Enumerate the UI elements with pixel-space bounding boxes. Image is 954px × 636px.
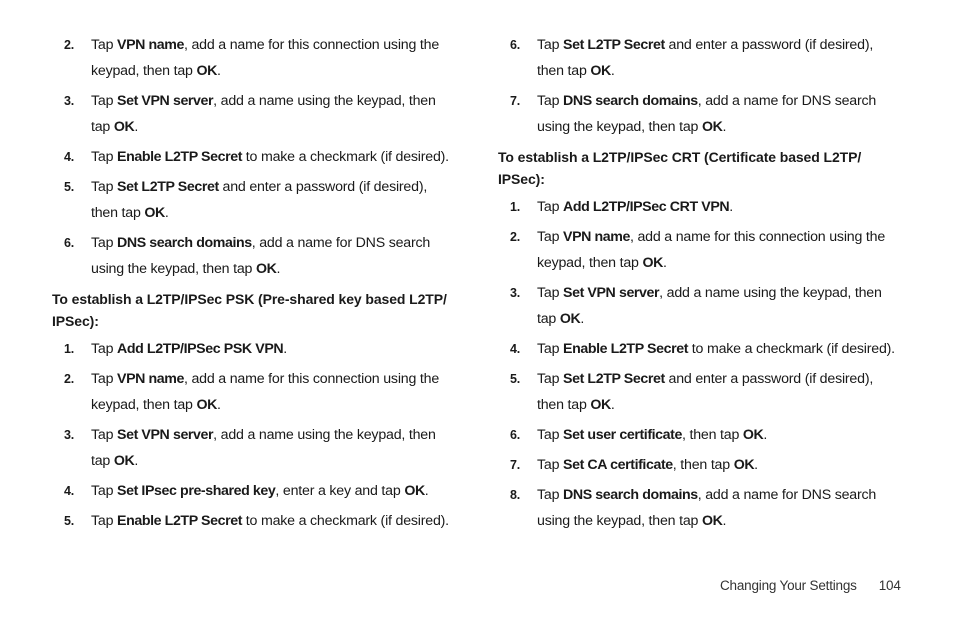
body-text: . bbox=[164, 205, 169, 221]
step-text bbox=[91, 88, 452, 140]
body-text: Tap bbox=[91, 37, 118, 53]
body-text: . bbox=[216, 397, 221, 413]
step-item bbox=[52, 336, 452, 362]
body-text: Tap bbox=[91, 93, 118, 109]
body-text: , add a name for this connection using the keypad, then tap bbox=[91, 371, 440, 413]
step-number: 5. bbox=[64, 514, 75, 528]
step-list bbox=[498, 194, 898, 534]
step-number: 2. bbox=[64, 372, 75, 386]
step-item bbox=[498, 366, 898, 418]
body-text: . bbox=[580, 311, 585, 327]
body-text: to make a checkmark (if desired). bbox=[242, 149, 449, 165]
body-text: , add a name for DNS search using the keypad, then tap bbox=[537, 487, 877, 529]
step-number: 3. bbox=[64, 428, 75, 442]
emphasis-text: OK bbox=[196, 397, 217, 413]
body-text: and enter a password (if desired), then tap bbox=[91, 179, 428, 221]
step-item bbox=[498, 422, 898, 448]
step-text bbox=[537, 452, 898, 478]
step-text bbox=[537, 422, 898, 448]
step-text bbox=[537, 32, 898, 84]
body-text: and enter a password (if desired), then tap bbox=[537, 37, 874, 79]
body-text: Tap bbox=[537, 199, 564, 215]
emphasis-text: OK bbox=[404, 483, 425, 499]
step-item bbox=[52, 366, 452, 418]
emphasis-text: DNS search domains bbox=[563, 93, 698, 109]
right-column bbox=[498, 32, 898, 538]
step-text bbox=[91, 174, 452, 226]
body-text: Tap bbox=[537, 341, 564, 357]
body-text: to make a checkmark (if desired). bbox=[242, 513, 449, 529]
step-item bbox=[498, 194, 898, 220]
step-text bbox=[91, 422, 452, 474]
emphasis-text: Set IPsec pre-shared key bbox=[117, 483, 276, 499]
emphasis-text: Set user certificate bbox=[563, 427, 682, 443]
body-text: Tap bbox=[91, 513, 118, 529]
body-text: Tap bbox=[91, 427, 118, 443]
emphasis-text: OK bbox=[559, 311, 581, 327]
section-heading: To establish a L2TP/IPSec PSK (Pre-shared key based L2TP/ IPSec): bbox=[52, 291, 447, 329]
body-text: . bbox=[424, 483, 429, 499]
step-item bbox=[498, 32, 898, 84]
step-text bbox=[537, 224, 898, 276]
page-footer bbox=[720, 578, 901, 593]
body-text: . bbox=[216, 63, 221, 79]
emphasis-text: Set VPN server bbox=[563, 285, 660, 301]
body-text: , add a name for this connection using the keypad, then tap bbox=[537, 229, 886, 271]
step-item bbox=[498, 88, 898, 140]
body-text: , add a name using the keypad, then tap bbox=[91, 427, 436, 469]
emphasis-text: Set VPN server bbox=[117, 93, 214, 109]
step-text bbox=[91, 366, 452, 418]
step-number: 1. bbox=[510, 200, 521, 214]
body-text: Tap bbox=[537, 427, 564, 443]
body-text: Tap bbox=[537, 285, 564, 301]
step-text bbox=[537, 366, 898, 418]
step-text bbox=[91, 32, 452, 84]
emphasis-text: Set VPN server bbox=[117, 427, 214, 443]
emphasis-text: OK bbox=[196, 63, 217, 79]
emphasis-text: VPN name bbox=[563, 229, 630, 245]
step-item bbox=[52, 508, 452, 534]
step-item bbox=[498, 336, 898, 362]
body-text: Tap bbox=[91, 179, 118, 195]
step-number: 5. bbox=[64, 180, 75, 194]
emphasis-text: Set L2TP Secret bbox=[117, 179, 219, 195]
emphasis-text: DNS search domains bbox=[563, 487, 698, 503]
body-text: Tap bbox=[537, 457, 564, 473]
step-text bbox=[91, 508, 452, 534]
step-text bbox=[91, 144, 452, 170]
body-text: . bbox=[610, 63, 615, 79]
step-text bbox=[537, 482, 898, 534]
step-list bbox=[498, 32, 898, 140]
step-text bbox=[91, 478, 452, 504]
emphasis-text: OK bbox=[590, 397, 611, 413]
emphasis-text: OK bbox=[113, 453, 135, 469]
step-number: 4. bbox=[510, 342, 521, 356]
emphasis-text: Enable L2TP Secret bbox=[117, 513, 243, 529]
emphasis-text: OK bbox=[255, 261, 277, 277]
step-item bbox=[52, 174, 452, 226]
step-text bbox=[537, 88, 898, 140]
step-list bbox=[52, 336, 452, 534]
emphasis-text: OK bbox=[733, 457, 755, 473]
body-text: , then tap bbox=[681, 427, 743, 443]
emphasis-text: OK bbox=[642, 255, 663, 271]
emphasis-text: VPN name bbox=[117, 37, 184, 53]
step-number: 1. bbox=[64, 342, 75, 356]
step-item bbox=[498, 482, 898, 534]
emphasis-text: OK bbox=[701, 119, 723, 135]
body-text: Tap bbox=[91, 235, 118, 251]
body-text: Tap bbox=[537, 229, 564, 245]
step-number: 6. bbox=[64, 236, 75, 250]
step-number: 6. bbox=[510, 428, 521, 442]
body-text: , then tap bbox=[672, 457, 734, 473]
emphasis-text: OK bbox=[590, 63, 611, 79]
body-text: . bbox=[763, 427, 768, 443]
left-column bbox=[52, 32, 452, 538]
emphasis-text: Enable L2TP Secret bbox=[117, 149, 243, 165]
body-text: and enter a password (if desired), then tap bbox=[537, 371, 874, 413]
body-text: . bbox=[754, 457, 758, 473]
body-text: , add a name for DNS search using the keypad, then tap bbox=[91, 235, 431, 277]
step-item bbox=[498, 224, 898, 276]
body-text: Tap bbox=[537, 371, 564, 387]
emphasis-text: Set L2TP Secret bbox=[563, 37, 665, 53]
emphasis-text: OK bbox=[701, 513, 723, 529]
step-text bbox=[91, 230, 452, 282]
footer-section-title: Changing Your Settings bbox=[720, 578, 857, 593]
step-number: 4. bbox=[64, 150, 75, 164]
step-item bbox=[52, 144, 452, 170]
body-text: . bbox=[729, 199, 733, 215]
body-text: Tap bbox=[91, 371, 118, 387]
section-heading: To establish a L2TP/IPSec CRT (Certificate based L2TP/ IPSec): bbox=[498, 149, 862, 187]
step-item bbox=[52, 230, 452, 282]
emphasis-text: Set CA certificate bbox=[563, 457, 673, 473]
body-text: , add a name for this connection using the keypad, then tap bbox=[91, 37, 440, 79]
step-text bbox=[537, 194, 898, 220]
emphasis-text: VPN name bbox=[117, 371, 184, 387]
body-text: , add a name using the keypad, then tap bbox=[537, 285, 882, 327]
body-text: Tap bbox=[91, 483, 118, 499]
step-text bbox=[91, 336, 452, 362]
body-text: . bbox=[276, 261, 281, 277]
emphasis-text: Enable L2TP Secret bbox=[563, 341, 689, 357]
body-text: . bbox=[134, 119, 139, 135]
step-number: 7. bbox=[510, 458, 521, 472]
body-text: Tap bbox=[91, 341, 118, 357]
step-number: 4. bbox=[64, 484, 75, 498]
body-text: . bbox=[610, 397, 615, 413]
body-text: , add a name using the keypad, then tap bbox=[91, 93, 436, 135]
emphasis-text: Add L2TP/IPSec PSK VPN bbox=[117, 341, 284, 357]
emphasis-text: DNS search domains bbox=[117, 235, 252, 251]
body-text: . bbox=[662, 255, 667, 271]
step-number: 6. bbox=[510, 38, 521, 52]
emphasis-text: Set L2TP Secret bbox=[563, 371, 665, 387]
step-number: 8. bbox=[510, 488, 521, 502]
step-number: 2. bbox=[510, 230, 521, 244]
step-number: 2. bbox=[64, 38, 75, 52]
body-text: Tap bbox=[537, 487, 564, 503]
emphasis-text: Add L2TP/IPSec CRT VPN bbox=[563, 199, 730, 215]
body-text: . bbox=[134, 453, 139, 469]
step-item bbox=[52, 32, 452, 84]
body-text: Tap bbox=[91, 149, 118, 165]
body-text: . bbox=[722, 119, 727, 135]
emphasis-text: OK bbox=[144, 205, 165, 221]
body-text: . bbox=[722, 513, 727, 529]
page-number: 104 bbox=[878, 578, 901, 593]
emphasis-text: OK bbox=[113, 119, 135, 135]
step-item bbox=[52, 478, 452, 504]
step-item bbox=[498, 452, 898, 478]
emphasis-text: OK bbox=[742, 427, 764, 443]
body-text: Tap bbox=[537, 93, 564, 109]
body-text: . bbox=[283, 341, 287, 357]
body-text: , add a name for DNS search using the keypad, then tap bbox=[537, 93, 877, 135]
step-number: 5. bbox=[510, 372, 521, 386]
step-number: 7. bbox=[510, 94, 521, 108]
step-number: 3. bbox=[64, 94, 75, 108]
step-text bbox=[537, 280, 898, 332]
step-text bbox=[537, 336, 898, 362]
step-item bbox=[498, 280, 898, 332]
step-item bbox=[52, 422, 452, 474]
body-text: , enter a key and tap bbox=[275, 483, 405, 499]
body-text: Tap bbox=[537, 37, 564, 53]
body-text: to make a checkmark (if desired). bbox=[688, 341, 895, 357]
step-number: 3. bbox=[510, 286, 521, 300]
step-list bbox=[52, 32, 452, 282]
step-item bbox=[52, 88, 452, 140]
